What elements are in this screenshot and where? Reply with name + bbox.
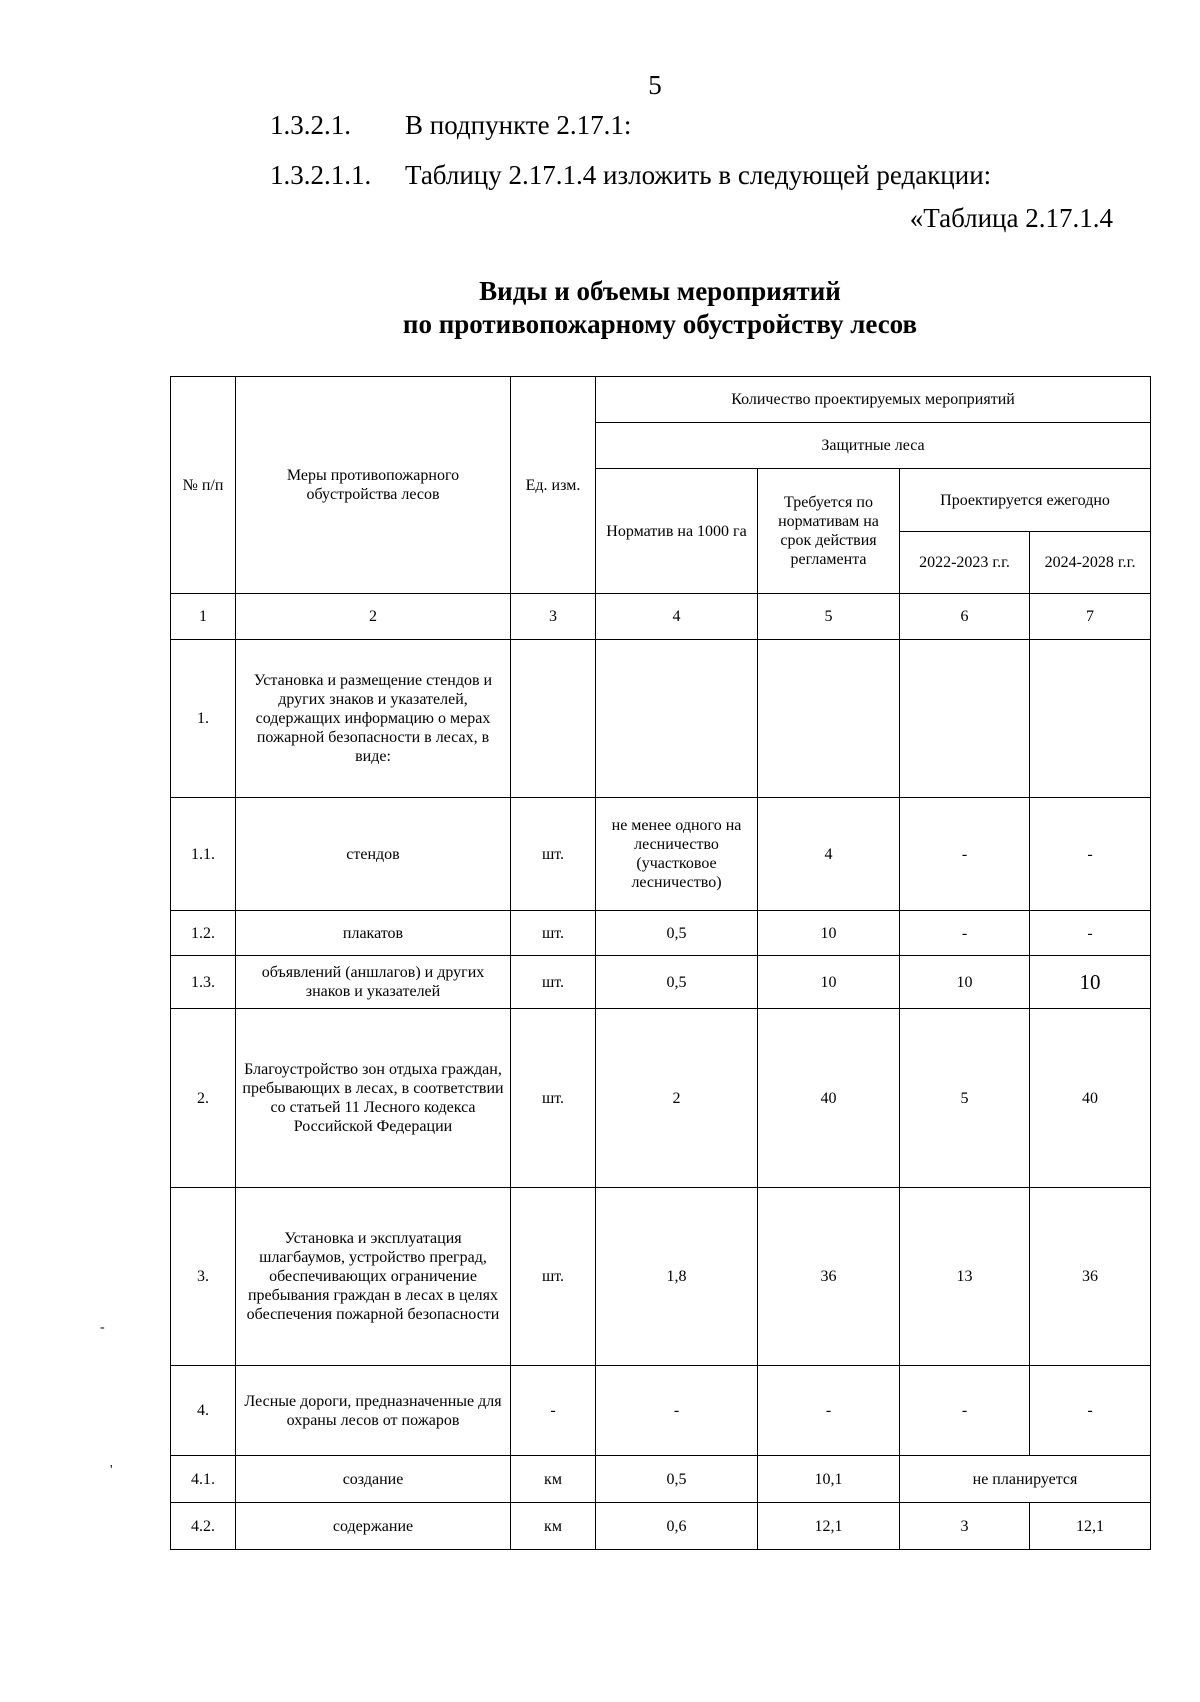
row-num: 3. [171, 1188, 236, 1366]
header-required: Требуется по нормативам на срок действия регламента [758, 469, 900, 594]
row-unit: шт. [511, 956, 596, 1009]
row-planned-2: - [1030, 1366, 1151, 1456]
header-period-1: 2022-2023 г.г. [900, 532, 1030, 594]
row-num: 4.2. [171, 1503, 236, 1550]
table-row [171, 911, 1151, 956]
row-planned-2: - [1030, 911, 1151, 956]
row-unit: - [511, 1366, 596, 1456]
table-row [171, 1188, 1151, 1366]
column-number: 7 [1030, 594, 1151, 640]
row-planned-2: 36 [1030, 1188, 1151, 1366]
row-planned-2: - [1030, 798, 1151, 911]
row-measure: Благоустройство зон отдыха граждан, пребывающих в лесах, в соответствии со статьей 11 Лесного кодекса Российской Федерации [236, 1009, 511, 1188]
title-line-1: Виды и объемы мероприятий [479, 276, 841, 306]
row-norm: 1,8 [596, 1188, 758, 1366]
fire-measures-table [170, 376, 1151, 1550]
row-measure: создание [236, 1456, 511, 1503]
column-number: 2 [236, 594, 511, 640]
row-required [758, 640, 900, 798]
table-row [171, 956, 1151, 1009]
table-label: «Таблица 2.17.1.4 [909, 203, 1113, 233]
column-numbers-row [171, 594, 1151, 640]
header-quantity: Количество проектируемых мероприятий [596, 377, 1151, 423]
row-planned-2: 12,1 [1030, 1503, 1151, 1550]
header-planned: Проектируется ежегодно [900, 469, 1151, 532]
amendment-text: В подпункте 2.17.1: [405, 110, 632, 140]
row-unit: км [511, 1456, 596, 1503]
row-planned-1: - [900, 911, 1030, 956]
row-measure: Лесные дороги, предназначенные для охраны лесов от пожаров [236, 1366, 511, 1456]
header-period-2: 2024-2028 г.г. [1030, 532, 1151, 594]
row-planned-1: 3 [900, 1503, 1030, 1550]
table-row [171, 1366, 1151, 1456]
scan-artifact: ' [110, 1463, 113, 1478]
row-planned-merged: не планируется [900, 1456, 1151, 1503]
row-planned-1: 13 [900, 1188, 1030, 1366]
row-unit: шт. [511, 1009, 596, 1188]
header-num: № п/п [171, 377, 236, 594]
table-row [171, 1503, 1151, 1550]
header-measures: Меры противопожарного обустройства лесов [236, 377, 511, 594]
page-number: 5 [648, 70, 662, 100]
row-num: 1.3. [171, 956, 236, 1009]
row-planned-1: 5 [900, 1009, 1030, 1188]
row-measure: стендов [236, 798, 511, 911]
column-number: 4 [596, 594, 758, 640]
row-measure: Установка и размещение стендов и других знаков и указателей, содержащих информацию о мерах пожарной безопасности в лесах, в виде: [236, 640, 511, 798]
table-title [0, 275, 1200, 341]
table-row [171, 1009, 1151, 1188]
row-measure: Установка и эксплуатация шлагбаумов, устройство преград, обеспечивающих ограничение пребывания граждан в лесах в целях обеспечения пожарной безопасности [236, 1188, 511, 1366]
row-required: 10 [758, 956, 900, 1009]
row-num: 2. [171, 1009, 236, 1188]
row-required: 10,1 [758, 1456, 900, 1503]
row-required: 36 [758, 1188, 900, 1366]
table-row [171, 640, 1151, 798]
column-number: 1 [171, 594, 236, 640]
row-norm: 0,5 [596, 956, 758, 1009]
row-planned-2: 10 [1030, 956, 1151, 1009]
column-number: 3 [511, 594, 596, 640]
row-norm: 0,5 [596, 911, 758, 956]
row-norm: - [596, 1366, 758, 1456]
row-num: 4. [171, 1366, 236, 1456]
row-measure: плакатов [236, 911, 511, 956]
header-unit: Ед. изм. [511, 377, 596, 594]
title-line-2: по противопожарному обустройству лесов [402, 309, 918, 339]
row-num: 1.2. [171, 911, 236, 956]
row-num: 1.1. [171, 798, 236, 911]
row-norm [596, 640, 758, 798]
row-measure: объявлений (аншлагов) и других знаков и указателей [236, 956, 511, 1009]
row-planned-1: - [900, 798, 1030, 911]
row-required: 10 [758, 911, 900, 956]
row-norm: 2 [596, 1009, 758, 1188]
scan-artifact: - [100, 1320, 105, 1335]
header-row [171, 377, 1151, 423]
row-planned-1: 10 [900, 956, 1030, 1009]
table-row [171, 798, 1151, 911]
row-unit: шт. [511, 911, 596, 956]
row-planned-2 [1030, 640, 1151, 798]
row-unit: км [511, 1503, 596, 1550]
row-norm: 0,5 [596, 1456, 758, 1503]
amendment-number: 1.3.2.1.1. [270, 160, 372, 190]
row-planned-1: - [900, 1366, 1030, 1456]
row-num: 1. [171, 640, 236, 798]
row-required: 12,1 [758, 1503, 900, 1550]
row-unit: шт. [511, 1188, 596, 1366]
amendment-number: 1.3.2.1. [270, 110, 351, 140]
row-unit: шт. [511, 798, 596, 911]
row-measure: содержание [236, 1503, 511, 1550]
row-required: 4 [758, 798, 900, 911]
row-num: 4.1. [171, 1456, 236, 1503]
row-norm: 0,6 [596, 1503, 758, 1550]
header-forest: Защитные леса [596, 423, 1151, 469]
amendment-text: Таблицу 2.17.1.4 изложить в следующей редакции: [405, 160, 992, 190]
header-norm: Норматив на 1000 га [596, 469, 758, 594]
row-planned-1 [900, 640, 1030, 798]
row-required: 40 [758, 1009, 900, 1188]
column-number: 6 [900, 594, 1030, 640]
row-planned-2: 40 [1030, 1009, 1151, 1188]
row-unit [511, 640, 596, 798]
row-norm: не менее одного на лесничество (участковое лесничество) [596, 798, 758, 911]
column-number: 5 [758, 594, 900, 640]
table-row [171, 1456, 1151, 1503]
row-required: - [758, 1366, 900, 1456]
